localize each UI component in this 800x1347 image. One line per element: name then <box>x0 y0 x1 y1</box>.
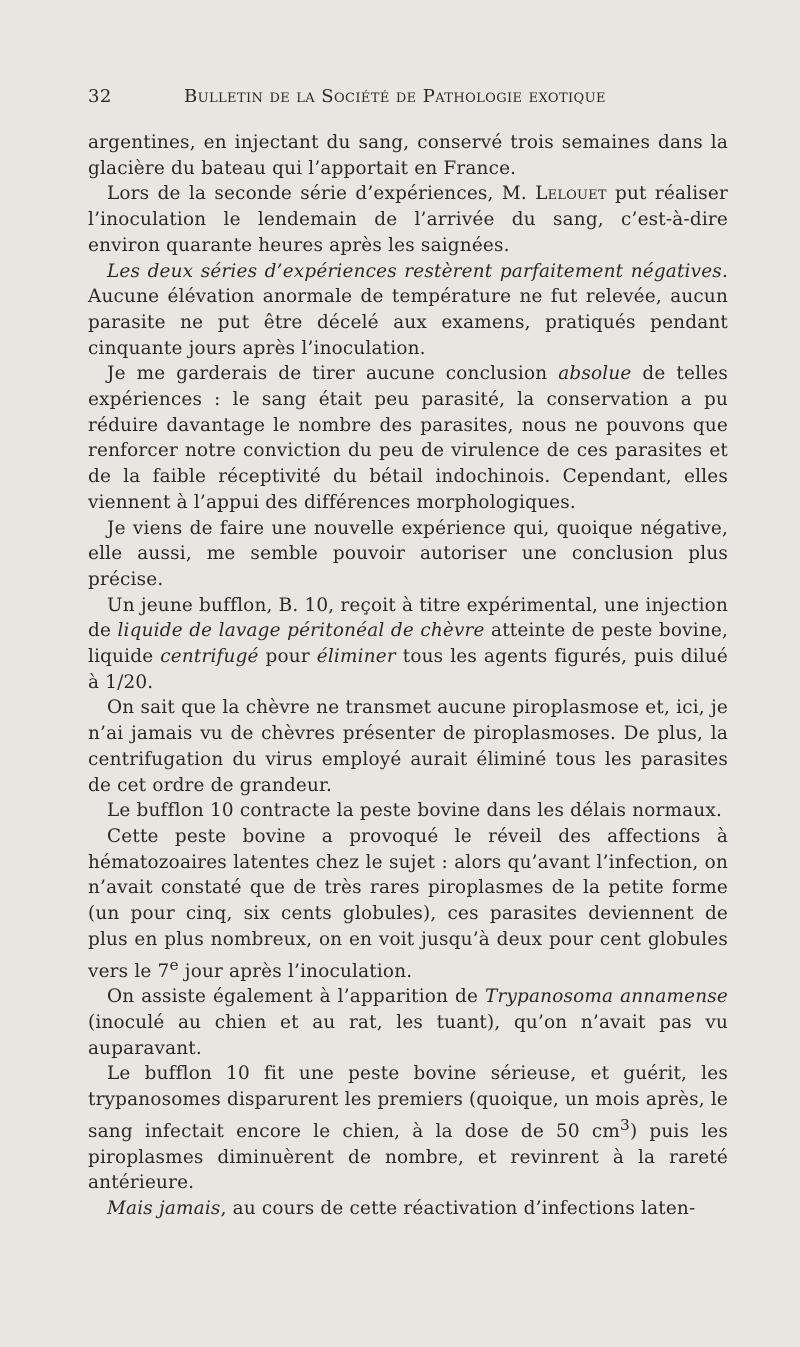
paragraph-10-run: On assiste également à l’apparition de <box>107 986 485 1008</box>
paragraph-10 <box>88 984 728 1061</box>
paragraph-8-run: Le bufflon 10 contracte la peste bovine dans les délais normaux. <box>107 800 722 822</box>
paragraph-6-run: liquide de lavage péritonéal de chèvre <box>117 620 485 642</box>
body-text <box>88 130 728 1222</box>
paragraph-12 <box>88 1196 728 1222</box>
paragraph-4-run: de telles expériences : le sang était peu parasité, la conservation a pu réduire davantage le nombre des parasites, nous ne pouvons que renforcer notre conviction du peu de virulence de ces parasites et de la faible réceptivité du bétail indochinois. Cependant, elles viennent à l’appui des différences morphologiques. <box>88 363 728 513</box>
paragraph-8 <box>88 798 728 824</box>
paragraph-11 <box>88 1061 728 1196</box>
paragraph-11-run: 3 <box>619 1115 630 1134</box>
page-header <box>88 86 728 112</box>
paragraph-3-run: Aucune élévation anormale de température ne fut relevée, aucun parasite ne put être décelé aux examens, pratiqués pendant cinquante jours après l’inoculation. <box>88 286 728 359</box>
paragraph-9-run: jour après l’inoculation. <box>178 960 413 982</box>
paragraph-6 <box>88 593 728 696</box>
paragraph-3-run: Les deux séries d’expériences restèrent parfaitement négatives. <box>107 260 728 282</box>
paragraph-11-run: Le bufflon 10 fit une peste bovine sérieuse, et guérit, les trypanosomes disparurent les premiers (quoique, un mois après, le sang infectait encore le chien, à la dose de 50 cm <box>88 1063 728 1142</box>
paragraph-6-run: tous les agents figurés, puis dilué à 1/20. <box>88 646 729 693</box>
paragraph-7-run: On sait que la chèvre ne transmet aucune piroplasmose et, ici, je n’ai jamais vu de chèvres présenter de piroplasmoses. De plus, la centrifugation du virus employé aurait éliminé tous les parasites de cet ordre de grandeur. <box>88 697 728 796</box>
paragraph-6-run: éliminer <box>316 646 396 668</box>
paragraph-4 <box>88 361 728 515</box>
paragraph-10-run: (inoculé au chien et au rat, les tuant), qu’on n’avait pas vu auparavant. <box>88 1012 728 1059</box>
paragraph-1 <box>88 130 728 181</box>
paragraph-2-run: Lors de la seconde série d’expériences, M. <box>107 183 536 205</box>
paragraph-6-run: pour <box>258 646 317 668</box>
paragraph-5 <box>88 516 728 593</box>
paragraph-12-run: Mais jamais <box>107 1198 221 1220</box>
paragraph-11-run: ) puis les piroplasmes diminuèrent de nombre, et revinrent à la rareté antérieure. <box>88 1120 728 1194</box>
paragraph-3 <box>88 259 728 362</box>
paragraph-2 <box>88 181 728 258</box>
paragraph-4-run: absolue <box>558 363 632 385</box>
paragraph-9-run: Cette peste bovine a provoqué le réveil des affections à hématozoaires latentes chez le sujet : alors qu’avant l’infection, on n’avait constaté que de très rares piroplasmes de la petite forme (un pour cinq, six cents globules), ces parasites deviennent de plus en plus nombreux, on en voit jusqu’à deux pour cent globules vers le 7 <box>88 825 728 982</box>
paragraph-6-run: atteinte de peste bovine, liquide <box>88 620 728 668</box>
paragraph-7 <box>88 695 728 798</box>
paragraph-6-run: Un jeune bufflon, B. 10, reçoit à titre expérimental, une injection de <box>88 594 728 642</box>
paragraph-2-run: Lelouet <box>535 183 607 205</box>
paragraph-4-run: Je me garderais de tirer aucune conclusion <box>107 363 559 385</box>
paragraph-5-run: Je viens de faire une nouvelle expérience qui, quoique négative, elle aussi, me semble pouvoir autoriser une conclusion plus précise. <box>88 517 728 590</box>
paragraph-1-run: argentines, en injectant du sang, conservé trois semaines dans la glacière du bateau qui l’apportait en France. <box>88 132 728 179</box>
paragraph-2-run: put réaliser l’inoculation le lendemain de l’arrivée du sang, c’est-à-dire environ quarante heures après les saignées. <box>88 183 728 256</box>
paragraph-9 <box>88 824 728 984</box>
running-title: Bulletin de la Société de Pathologie exotique <box>184 86 606 107</box>
paragraph-6-run: centrifugé <box>160 646 259 668</box>
page-number: 32 <box>88 86 112 107</box>
paragraph-10-run: Trypanosoma annamense <box>484 986 729 1008</box>
paragraph-9-run: e <box>169 955 179 974</box>
paragraph-12-run: , au cours de cette réactivation d’infections laten- <box>220 1198 696 1220</box>
